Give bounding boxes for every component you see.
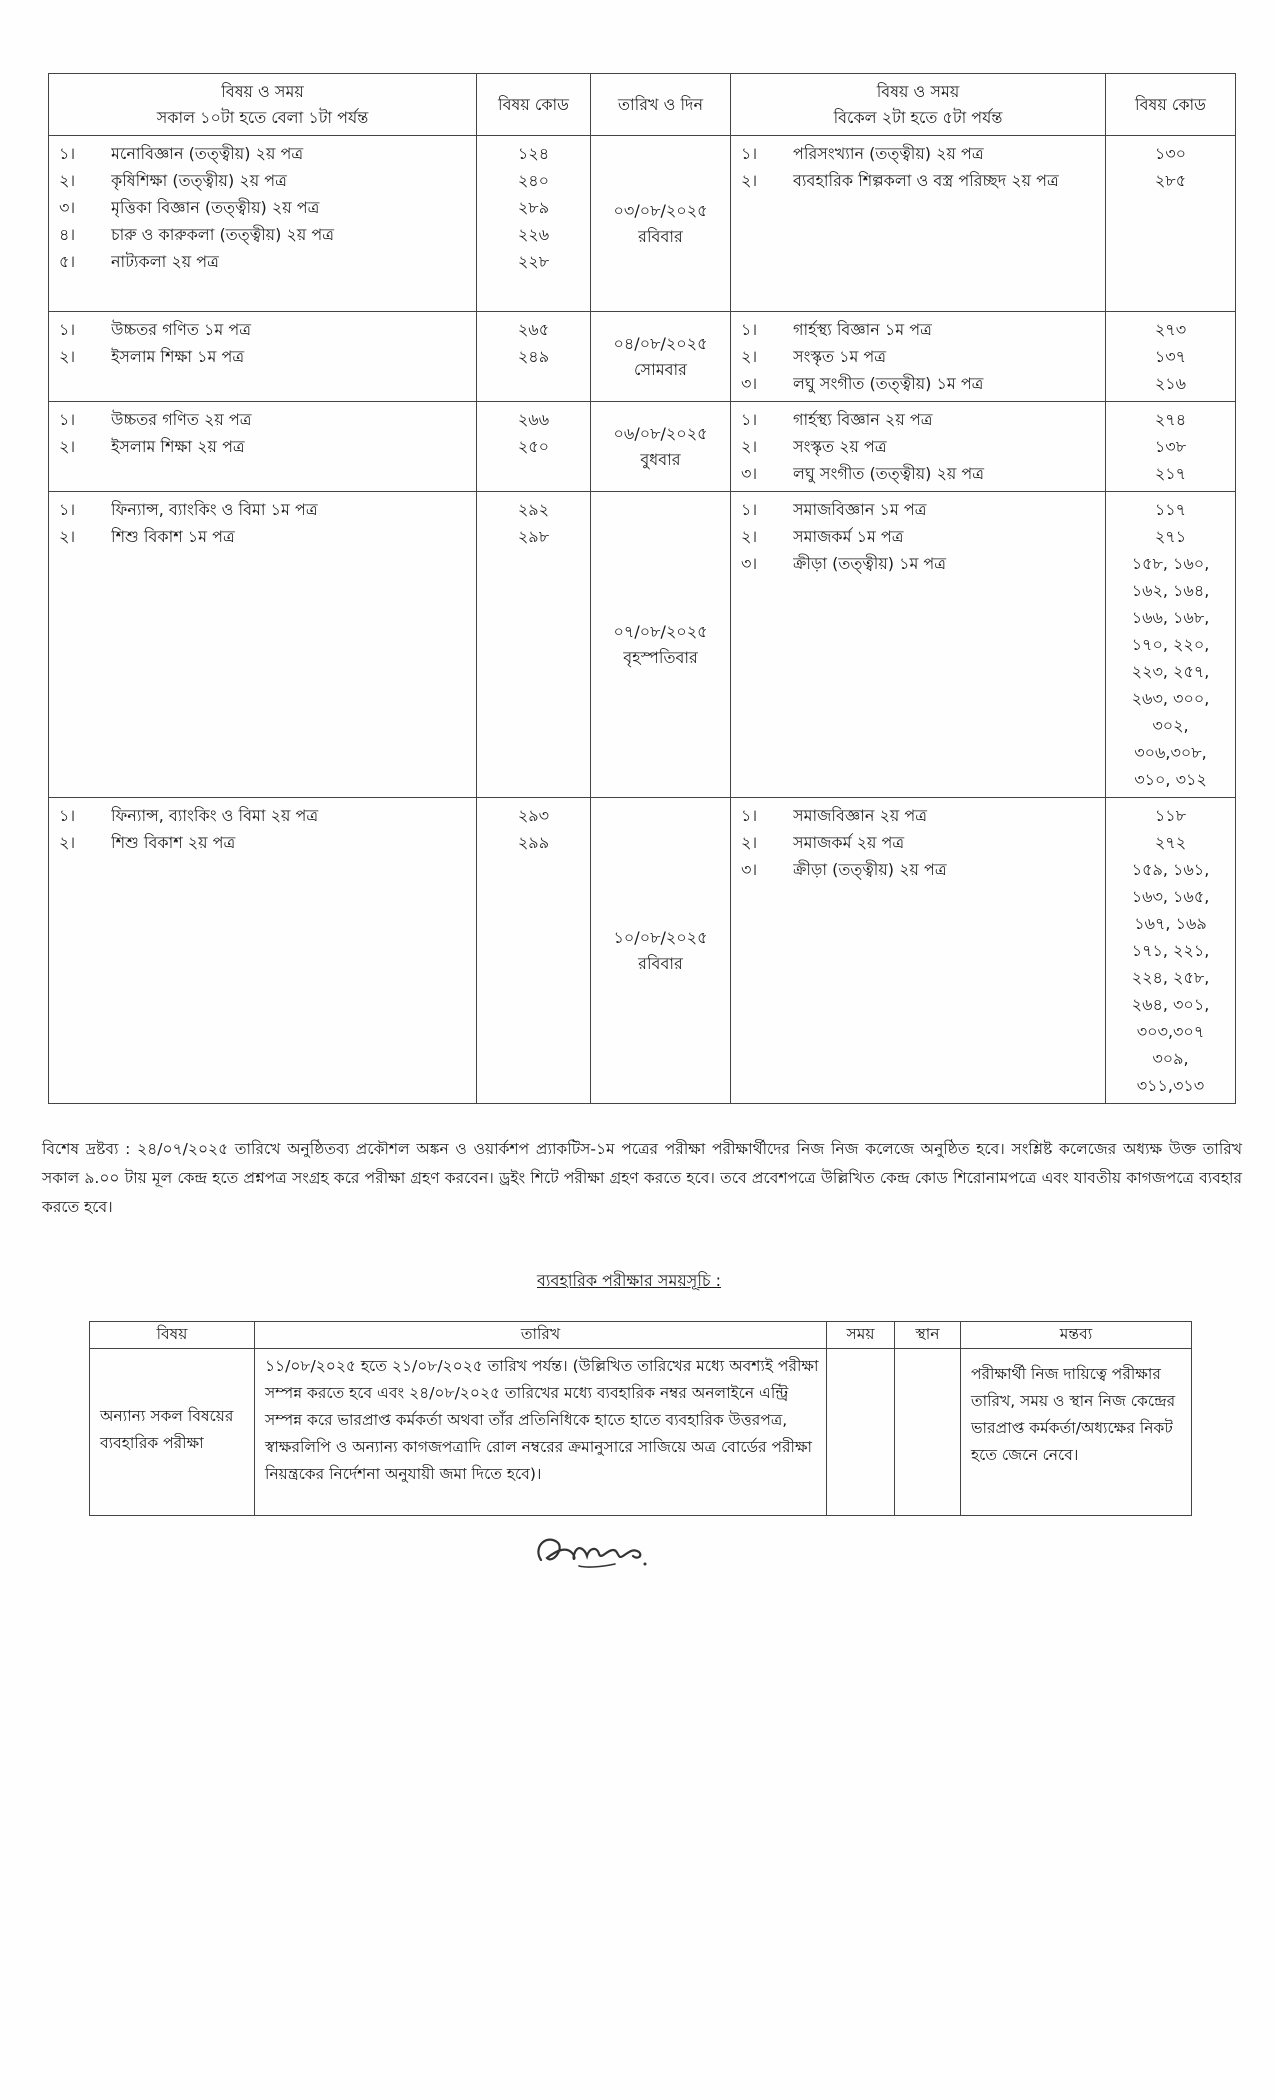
list-item bbox=[741, 316, 1099, 343]
morning-codes bbox=[477, 402, 591, 492]
subject-name: কৃষিশিক্ষা (তত্ত্বীয়) ২য় পত্র bbox=[111, 171, 287, 190]
item-number: ৪। bbox=[59, 225, 76, 244]
exam-day: সোমবার bbox=[634, 359, 687, 379]
subject-name: সমাজবিজ্ঞান ২য় পত্র bbox=[793, 806, 928, 825]
subject-name: ইসলাম শিক্ষা ২য় পত্র bbox=[111, 437, 245, 456]
routine-row bbox=[49, 492, 1236, 798]
subject-name: ক্রীড়া (তত্ত্বীয়) ২য় পত্র bbox=[793, 860, 947, 879]
list-item bbox=[741, 460, 1099, 487]
subject-name: ক্রীড়া (তত্ত্বীয়) ১ম পত্র bbox=[793, 554, 947, 573]
list-item bbox=[59, 248, 470, 275]
subject-code: ৩০৩,৩০৭ bbox=[1136, 1022, 1205, 1041]
afternoon-subjects bbox=[731, 492, 1106, 798]
subject-code: ১৭১, ২২১, bbox=[1131, 941, 1210, 960]
subject-code: ২২৬ bbox=[517, 225, 550, 244]
exam-day: রবিবার bbox=[638, 226, 683, 246]
morning-codes bbox=[477, 312, 591, 402]
routine-row bbox=[49, 136, 1236, 312]
list-item bbox=[59, 433, 470, 460]
afternoon-codes bbox=[1106, 492, 1236, 798]
list-item bbox=[741, 140, 1099, 167]
exam-date-cell bbox=[591, 798, 731, 1104]
item-number: ৩। bbox=[741, 374, 758, 393]
morning-codes bbox=[477, 492, 591, 798]
exam-date-cell bbox=[591, 312, 731, 402]
practical-time bbox=[827, 1349, 895, 1516]
subject-name: ইসলাম শিক্ষা ১ম পত্র bbox=[111, 347, 245, 366]
item-number: ১। bbox=[59, 144, 76, 163]
item-number: ২। bbox=[741, 527, 758, 546]
note-text: ২৪/০৭/২০২৫ তারিখে অনুষ্ঠিতব্য প্রকৌশল অঙ্কন ও ওয়ার্কশপ প্র্যাকটিস-১ম পত্রের পরীক্ষা পরীক্ষার্থীদের নিজ নিজ কলেজে অনুষ্ঠিত হবে। সংশ্লিষ্ট কলেজের অধ্যক্ষ উক্ত তারিখ সকাল ৯.০০ টায় মূল কেন্দ্র হতে প্রশ্নপত্র সংগ্রহ করে পরীক্ষা গ্রহণ করবেন। ড্রইং শিটে পরীক্ষা গ্রহণ করতে হবে। তবে প্রবেশপত্রে উল্লিখিত কেন্দ্র কোড শিরোনামপত্রে এবং যাবতীয় কাগজপত্রে ব্যবহার করতে হবে। bbox=[42, 1140, 1242, 1216]
item-number: ১। bbox=[59, 410, 76, 429]
item-number: ২। bbox=[741, 347, 758, 366]
afternoon-codes bbox=[1106, 798, 1236, 1104]
list-item bbox=[59, 496, 470, 523]
item-number: ১। bbox=[741, 410, 758, 429]
afternoon-subjects bbox=[731, 402, 1106, 492]
note-label: বিশেষ দ্রষ্টব্য : bbox=[42, 1140, 131, 1158]
item-number: ২। bbox=[741, 833, 758, 852]
practical-row bbox=[90, 1349, 1192, 1516]
subject-name: সংস্কৃত ২য় পত্র bbox=[793, 437, 887, 456]
subject-name: নাট্যকলা ২য় পত্র bbox=[111, 252, 219, 271]
afternoon-subjects bbox=[731, 312, 1106, 402]
subject-code: ১৬৭, ১৬৯ bbox=[1134, 914, 1207, 933]
exam-date: ১০/০৮/২০২৫ bbox=[613, 927, 708, 947]
subject-code: ২৯২ bbox=[517, 500, 550, 519]
subject-code: ১৫৮, ১৬০, bbox=[1131, 554, 1210, 573]
item-number: ৩। bbox=[741, 860, 758, 879]
subject-code: ৩০২, bbox=[1152, 716, 1189, 735]
subject-code: ২৯৮ bbox=[517, 527, 550, 546]
exam-date-cell bbox=[591, 136, 731, 312]
subject-code: ১১৭ bbox=[1154, 500, 1187, 519]
list-item bbox=[59, 316, 470, 343]
morning-subjects bbox=[49, 492, 477, 798]
item-number: ২। bbox=[59, 527, 76, 546]
afternoon-subjects bbox=[731, 136, 1106, 312]
item-number: ১। bbox=[741, 320, 758, 339]
exam-date: ০৪/০৮/২০২৫ bbox=[613, 333, 708, 353]
subject-name: সংস্কৃত ১ম পত্র bbox=[793, 347, 887, 366]
list-item bbox=[59, 194, 470, 221]
exam-date: ০৩/০৮/২০২৫ bbox=[613, 200, 708, 220]
morning-codes bbox=[477, 798, 591, 1104]
practical-remark: পরীক্ষার্থী নিজ দায়িত্বে পরীক্ষার তারিখ, সময় ও স্থান নিজ কেন্দ্রের ভারপ্রাপ্ত কর্মকর্তা/অধ্যক্ষের নিকট হতে জেনে নেবে। bbox=[961, 1349, 1192, 1516]
practical-place bbox=[895, 1349, 961, 1516]
morning-subjects bbox=[49, 798, 477, 1104]
subject-code: ২৬৬ bbox=[517, 410, 550, 429]
subject-code: ২৭১ bbox=[1154, 527, 1187, 546]
practical-schedule-table bbox=[89, 1321, 1192, 1516]
subject-code: ১২৪ bbox=[517, 144, 550, 163]
subject-code: ১৩৮ bbox=[1154, 437, 1187, 456]
practical-date: ১১/০৮/২০২৫ হতে ২১/০৮/২০২৫ তারিখ পর্যন্ত। (উল্লিখিত তারিখের মধ্যে অবশ্যই পরীক্ষা সম্পন্ন করতে হবে এবং ২৪/০৮/২০২৫ তারিখের মধ্যে ব্যবহারিক নম্বর অনলাইনে এন্ট্রি সম্পন্ন করে ভারপ্রাপ্ত কর্মকর্তা অথবা তাঁর প্রতিনিধিকে হাতে হাতে ব্যবহারিক উত্তরপত্র, স্বাক্ষরলিপি ও অন্যান্য কাগজপত্রাদি রোল নম্বরের ক্রমানুসারে সাজিয়ে অত্র বোর্ডের পরীক্ষা নিয়ন্ত্রকের নির্দেশনা অনুযায়ী জমা দিতে হবে)। bbox=[255, 1349, 827, 1516]
subject-name: সমাজকর্ম ২য় পত্র bbox=[793, 833, 905, 852]
subject-name: সমাজবিজ্ঞান ১ম পত্র bbox=[793, 500, 927, 519]
list-item bbox=[59, 802, 470, 829]
subject-name: ব্যবহারিক শিল্পকলা ও বস্ত্র পরিচ্ছদ ২য় পত্র bbox=[793, 171, 1059, 190]
routine-header-row bbox=[49, 74, 1236, 136]
afternoon-subjects bbox=[731, 798, 1106, 1104]
list-item bbox=[741, 523, 1099, 550]
item-number: ১। bbox=[741, 144, 758, 163]
subject-code: ১৭০, ২২০, bbox=[1131, 635, 1210, 654]
subject-name: শিশু বিকাশ ১ম পত্র bbox=[111, 527, 235, 546]
list-item bbox=[59, 167, 470, 194]
header-date-day: তারিখ ও দিন bbox=[591, 74, 731, 136]
subject-code: ৩০৬,৩০৮, bbox=[1134, 743, 1207, 762]
exam-date: ০৭/০৮/২০২৫ bbox=[613, 621, 708, 641]
subject-name: লঘু সংগীত (তত্ত্বীয়) ১ম পত্র bbox=[793, 374, 984, 393]
list-item bbox=[59, 221, 470, 248]
exam-day: বুধবার bbox=[640, 449, 681, 469]
practical-schedule-title: ব্যবহারিক পরীক্ষার সময়সূচি : bbox=[537, 1271, 722, 1290]
practical-header-remark: মন্তব্য bbox=[961, 1322, 1192, 1349]
routine-row bbox=[49, 798, 1236, 1104]
exam-day: রবিবার bbox=[638, 953, 683, 973]
subject-name: গার্হস্থ্য বিজ্ঞান ২য় পত্র bbox=[793, 410, 933, 429]
list-item bbox=[741, 856, 1099, 883]
subject-code: ২৭২ bbox=[1154, 833, 1187, 852]
item-number: ২। bbox=[59, 171, 76, 190]
subject-code: ১১৮ bbox=[1154, 806, 1187, 825]
practical-subject: অন্যান্য সকল বিষয়ের ব্যবহারিক পরীক্ষা bbox=[90, 1349, 255, 1516]
subject-code: ২৬৩, ৩০০, bbox=[1131, 689, 1210, 708]
morning-subjects bbox=[49, 312, 477, 402]
list-item bbox=[741, 829, 1099, 856]
item-number: ১। bbox=[741, 806, 758, 825]
subject-code: ১৩০ bbox=[1154, 144, 1187, 163]
afternoon-codes bbox=[1106, 136, 1236, 312]
list-item bbox=[741, 370, 1099, 397]
signature-icon bbox=[527, 1520, 667, 1580]
list-item bbox=[741, 343, 1099, 370]
subject-code: ২২৪, ২৫৮, bbox=[1131, 968, 1210, 987]
list-item bbox=[741, 167, 1099, 194]
item-number: ৩। bbox=[741, 464, 758, 483]
morning-codes bbox=[477, 136, 591, 312]
exam-day: বৃহস্পতিবার bbox=[623, 647, 698, 667]
item-number: ২। bbox=[59, 437, 76, 456]
afternoon-codes bbox=[1106, 312, 1236, 402]
header-afternoon-subject: বিষয় ও সময় বিকেল ২টা হতে ৫টা পর্যন্ত bbox=[731, 74, 1106, 136]
item-number: ২। bbox=[59, 347, 76, 366]
subject-name: ফিন্যান্স, ব্যাংকিং ও বিমা ১ম পত্র bbox=[111, 500, 318, 519]
exam-date-cell bbox=[591, 402, 731, 492]
subject-code: ২৭৩ bbox=[1154, 320, 1187, 339]
list-item bbox=[59, 829, 470, 856]
subject-code: ২৫০ bbox=[517, 437, 550, 456]
header-morning-code: বিষয় কোড bbox=[477, 74, 591, 136]
item-number: ১। bbox=[59, 500, 76, 519]
subject-code: ২২৮ bbox=[517, 252, 550, 271]
list-item bbox=[741, 802, 1099, 829]
subject-code: ২৯৩ bbox=[517, 806, 550, 825]
exam-date-cell bbox=[591, 492, 731, 798]
practical-header-place: স্থান bbox=[895, 1322, 961, 1349]
item-number: ২। bbox=[741, 437, 758, 456]
subject-code: ২১৬ bbox=[1154, 374, 1187, 393]
subject-name: ফিন্যান্স, ব্যাংকিং ও বিমা ২য় পত্র bbox=[111, 806, 319, 825]
subject-code: ২৬৪, ৩০১, bbox=[1131, 995, 1210, 1014]
item-number: ২। bbox=[59, 833, 76, 852]
afternoon-codes bbox=[1106, 402, 1236, 492]
exam-date: ০৬/০৮/২০২৫ bbox=[613, 423, 708, 443]
subject-code: ২৭৪ bbox=[1154, 410, 1187, 429]
morning-subjects bbox=[49, 136, 477, 312]
list-item bbox=[59, 406, 470, 433]
subject-name: শিশু বিকাশ ২য় পত্র bbox=[111, 833, 236, 852]
list-item bbox=[59, 140, 470, 167]
subject-code: ২১৭ bbox=[1154, 464, 1187, 483]
item-number: ৫। bbox=[59, 252, 76, 271]
routine-row bbox=[49, 312, 1236, 402]
subject-code: ৩১০, ৩১২ bbox=[1134, 770, 1207, 789]
item-number: ১। bbox=[59, 806, 76, 825]
special-note bbox=[42, 1135, 1242, 1222]
subject-name: মনোবিজ্ঞান (তত্ত্বীয়) ২য় পত্র bbox=[111, 144, 304, 163]
item-number: ৩। bbox=[741, 554, 758, 573]
subject-code: ২৪০ bbox=[517, 171, 550, 190]
routine-row bbox=[49, 402, 1236, 492]
subject-name: উচ্চতর গণিত ২য় পত্র bbox=[111, 410, 252, 429]
list-item bbox=[59, 343, 470, 370]
list-item bbox=[741, 406, 1099, 433]
subject-code: ১৩৭ bbox=[1154, 347, 1187, 366]
subject-code: ২৬৫ bbox=[517, 320, 550, 339]
subject-code: ২৯৯ bbox=[517, 833, 550, 852]
practical-header-time: সময় bbox=[827, 1322, 895, 1349]
item-number: ১। bbox=[741, 500, 758, 519]
subject-code: ১৫৯, ১৬১, bbox=[1131, 860, 1210, 879]
subject-code: ২২৩, ২৫৭, bbox=[1131, 662, 1210, 681]
subject-code: ১৬৩, ১৬৫, bbox=[1131, 887, 1210, 906]
subject-code: ৩০৯, bbox=[1152, 1049, 1189, 1068]
subject-code: ৩১১,৩১৩ bbox=[1136, 1076, 1205, 1095]
list-item bbox=[741, 496, 1099, 523]
subject-code: ১৬২, ১৬৪, bbox=[1131, 581, 1210, 600]
subject-code: ১৬৬, ১৬৮, bbox=[1131, 608, 1210, 627]
practical-header-row bbox=[90, 1322, 1192, 1349]
subject-name: গার্হস্থ্য বিজ্ঞান ১ম পত্র bbox=[793, 320, 932, 339]
subject-code: ২৮৫ bbox=[1154, 171, 1187, 190]
item-number: ৩। bbox=[59, 198, 76, 217]
subject-code: ২৪৯ bbox=[517, 347, 550, 366]
practical-header-subject: বিষয় bbox=[90, 1322, 255, 1349]
header-morning-subject: বিষয় ও সময় সকাল ১০টা হতে বেলা ১টা পর্যন্ত bbox=[49, 74, 477, 136]
list-item bbox=[741, 433, 1099, 460]
practical-header-date: তারিখ bbox=[255, 1322, 827, 1349]
exam-routine-table bbox=[48, 73, 1236, 1104]
item-number: ২। bbox=[741, 171, 758, 190]
header-afternoon-code: বিষয় কোড bbox=[1106, 74, 1236, 136]
list-item bbox=[59, 523, 470, 550]
subject-name: সমাজকর্ম ১ম পত্র bbox=[793, 527, 904, 546]
item-number: ১। bbox=[59, 320, 76, 339]
subject-name: উচ্চতর গণিত ১ম পত্র bbox=[111, 320, 251, 339]
list-item bbox=[741, 550, 1099, 577]
morning-subjects bbox=[49, 402, 477, 492]
subject-name: লঘু সংগীত (তত্ত্বীয়) ২য় পত্র bbox=[793, 464, 984, 483]
subject-name: মৃত্তিকা বিজ্ঞান (তত্ত্বীয়) ২য় পত্র bbox=[111, 198, 320, 217]
subject-code: ২৮৯ bbox=[517, 198, 550, 217]
subject-name: পরিসংখ্যান (তত্ত্বীয়) ২য় পত্র bbox=[793, 144, 984, 163]
subject-name: চারু ও কারুকলা (তত্ত্বীয়) ২য় পত্র bbox=[111, 225, 334, 244]
